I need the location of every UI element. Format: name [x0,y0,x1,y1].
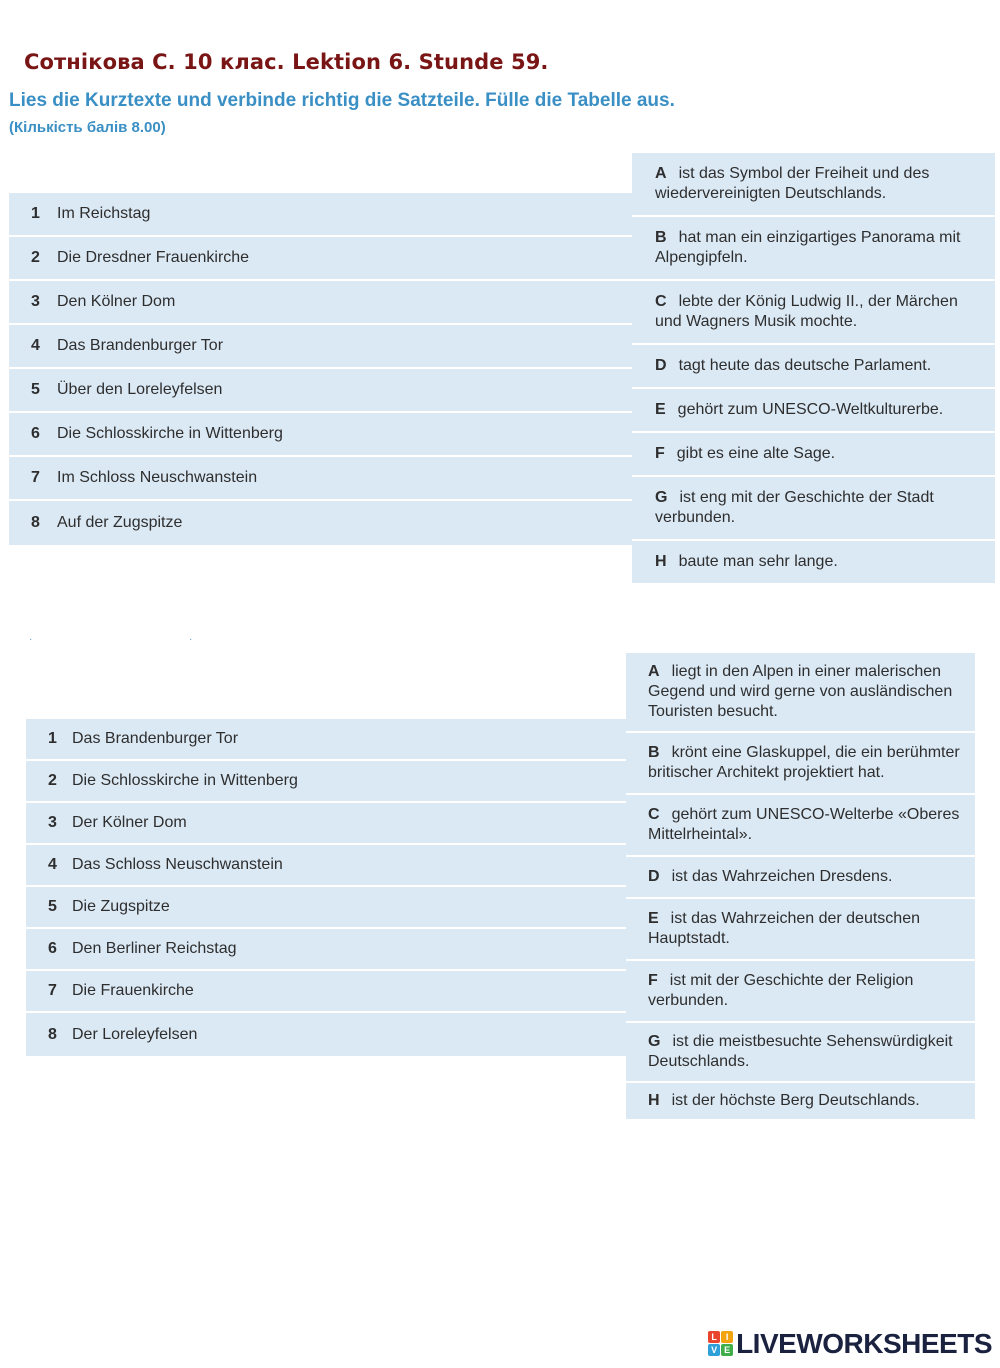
exercise1-right-item[interactable] [632,217,995,281]
exercise2-left-item[interactable] [26,971,626,1013]
exercise2-right-item[interactable] [626,795,975,857]
item-text: tagt heute das deutsche Parlament. [678,357,932,374]
item-number: 4 [31,337,40,354]
item-text: Im Reichstag [57,205,151,222]
item-text: gehört zum UNESCO-Weltkulturerbe. [677,401,944,418]
item-number: 2 [48,772,57,789]
item-number: 6 [31,425,40,442]
liveworksheets-logo-text: LIVEWORKSHEETS [736,1328,992,1359]
exercise1-right-item[interactable] [632,153,995,217]
logo-mark-letter: V [708,1344,720,1356]
exercise1-right-item[interactable] [632,477,995,541]
exercise2-left-item[interactable] [26,761,626,803]
item-number: 1 [31,205,40,222]
item-text: Die Frauenkirche [72,982,194,999]
item-letter: H [648,1092,660,1109]
item-text: Auf der Zugspitze [57,514,183,531]
liveworksheets-logo-icon [708,1331,734,1357]
item-letter: A [648,663,660,680]
exercise2-left-item[interactable] [26,719,626,761]
item-text: ist der höchste Berg Deutschlands. [671,1092,920,1109]
item-text: Den Kölner Dom [57,293,176,310]
item-text: ist eng mit der Geschichte der Stadt verbunden. [655,489,934,526]
logo-mark-letter: E [721,1344,733,1356]
item-number: 2 [31,249,40,266]
item-letter: F [648,972,658,989]
exercise1-left-item[interactable] [9,193,632,237]
exercise1-left-item[interactable] [9,501,632,545]
exercise1-right-item[interactable] [632,433,995,477]
separator-dot: · [29,634,33,645]
exercise2-right-item[interactable] [626,733,975,795]
item-text: ist die meistbesuchte Sehenswürdigkeit Deutschlands. [648,1033,953,1070]
item-text: ist mit der Geschichte der Religion verbunden. [648,972,914,1009]
item-number: 3 [48,814,57,831]
exercise2-left-column [26,719,626,1056]
exercise1-left-item[interactable] [9,369,632,413]
points-text: (Кількість балів 8.00) [9,119,166,136]
exercise2-left-item[interactable] [26,845,626,887]
item-letter: D [655,357,667,374]
item-letter: B [648,744,660,761]
item-letter: F [655,445,665,462]
item-text: baute man sehr lange. [678,553,838,570]
exercise1-right-column [632,153,995,583]
item-text: hat man ein einzigartiges Panorama mit Alpengipfeln. [655,229,961,266]
exercise1-right-item[interactable] [632,281,995,345]
item-text: gibt es eine alte Sage. [676,445,836,462]
exercise2-right-item[interactable] [626,1083,975,1119]
exercise1-right-item[interactable] [632,389,995,433]
item-letter: E [655,401,666,418]
item-number: 8 [31,514,40,531]
exercise2-left-item[interactable] [26,1013,626,1056]
item-number: 8 [48,1025,57,1043]
item-number: 5 [31,381,40,398]
exercise1-left-item[interactable] [9,325,632,369]
item-number: 1 [48,730,57,747]
exercise1-left-item[interactable] [9,281,632,325]
exercise2-right-column [626,653,975,1119]
item-text: ist das Wahrzeichen Dresdens. [671,868,893,885]
item-text: Der Loreleyfelsen [72,1025,198,1043]
exercise2-right-item[interactable] [626,899,975,961]
item-number: 3 [31,293,40,310]
item-letter: D [648,868,660,885]
item-number: 4 [48,856,57,873]
item-letter: A [655,165,667,182]
exercise2-right-item[interactable] [626,1023,975,1083]
liveworksheets-logo[interactable] [708,1328,992,1360]
exercise2-right-item[interactable] [626,653,975,733]
exercise1-right-item[interactable] [632,541,995,583]
exercise1-left-column [9,193,632,545]
exercise2-left-item[interactable] [26,887,626,929]
item-text: ist das Symbol der Freiheit und des wiedervereinigten Deutschlands. [655,165,930,202]
item-text: Die Schlosskirche in Wittenberg [72,772,298,789]
logo-mark-letter: I [721,1331,733,1343]
item-text: Die Dresdner Frauenkirche [57,249,250,266]
item-text: Im Schloss Neuschwanstein [57,469,258,486]
item-text: gehört zum UNESCO-Welterbe «Oberes Mittelrheintal». [648,806,960,843]
exercise1-left-item[interactable] [9,457,632,501]
item-letter: E [648,910,659,927]
item-number: 5 [48,898,57,915]
item-text: Das Brandenburger Tor [57,337,224,354]
item-text: liegt in den Alpen in einer malerischen Gegend und wird gerne von ausländischen Touristen besucht. [648,663,953,720]
item-text: Die Schlosskirche in Wittenberg [57,425,283,442]
item-text: Das Schloss Neuschwanstein [72,856,283,873]
item-text: Das Brandenburger Tor [72,730,239,747]
item-number: 7 [31,469,40,486]
page-title: Сотнікова С. 10 клас. Lektion 6. Stunde 59. [24,50,549,74]
exercise1-left-item[interactable] [9,413,632,457]
item-letter: C [655,293,667,310]
item-letter: H [655,553,667,570]
item-letter: B [655,229,667,246]
item-text: Den Berliner Reichstag [72,940,237,957]
item-number: 7 [48,982,57,999]
item-text: ist das Wahrzeichen der deutschen Hauptstadt. [648,910,920,947]
exercise2-right-item[interactable] [626,961,975,1023]
separator-dot: · [189,634,193,645]
exercise2-left-item[interactable] [26,803,626,845]
instruction-text: Lies die Kurztexte und verbinde richtig die Satzteile. Fülle die Tabelle aus. [9,90,675,111]
item-text: Über den Loreleyfelsen [57,381,223,398]
item-text: krönt eine Glaskuppel, die ein berühmter britischer Architekt projektiert hat. [648,744,960,781]
item-text: Die Zugspitze [72,898,170,915]
exercise2-left-item[interactable] [26,929,626,971]
item-letter: C [648,806,660,823]
exercise1-left-item[interactable] [9,237,632,281]
item-text: Der Kölner Dom [72,814,187,831]
item-letter: G [648,1033,661,1050]
item-letter: G [655,489,668,506]
item-text: lebte der König Ludwig II., der Märchen und Wagners Musik mochte. [655,293,958,330]
exercise2-right-item[interactable] [626,857,975,899]
logo-mark-letter: L [708,1331,720,1343]
exercise1-right-item[interactable] [632,345,995,389]
item-number: 6 [48,940,57,957]
